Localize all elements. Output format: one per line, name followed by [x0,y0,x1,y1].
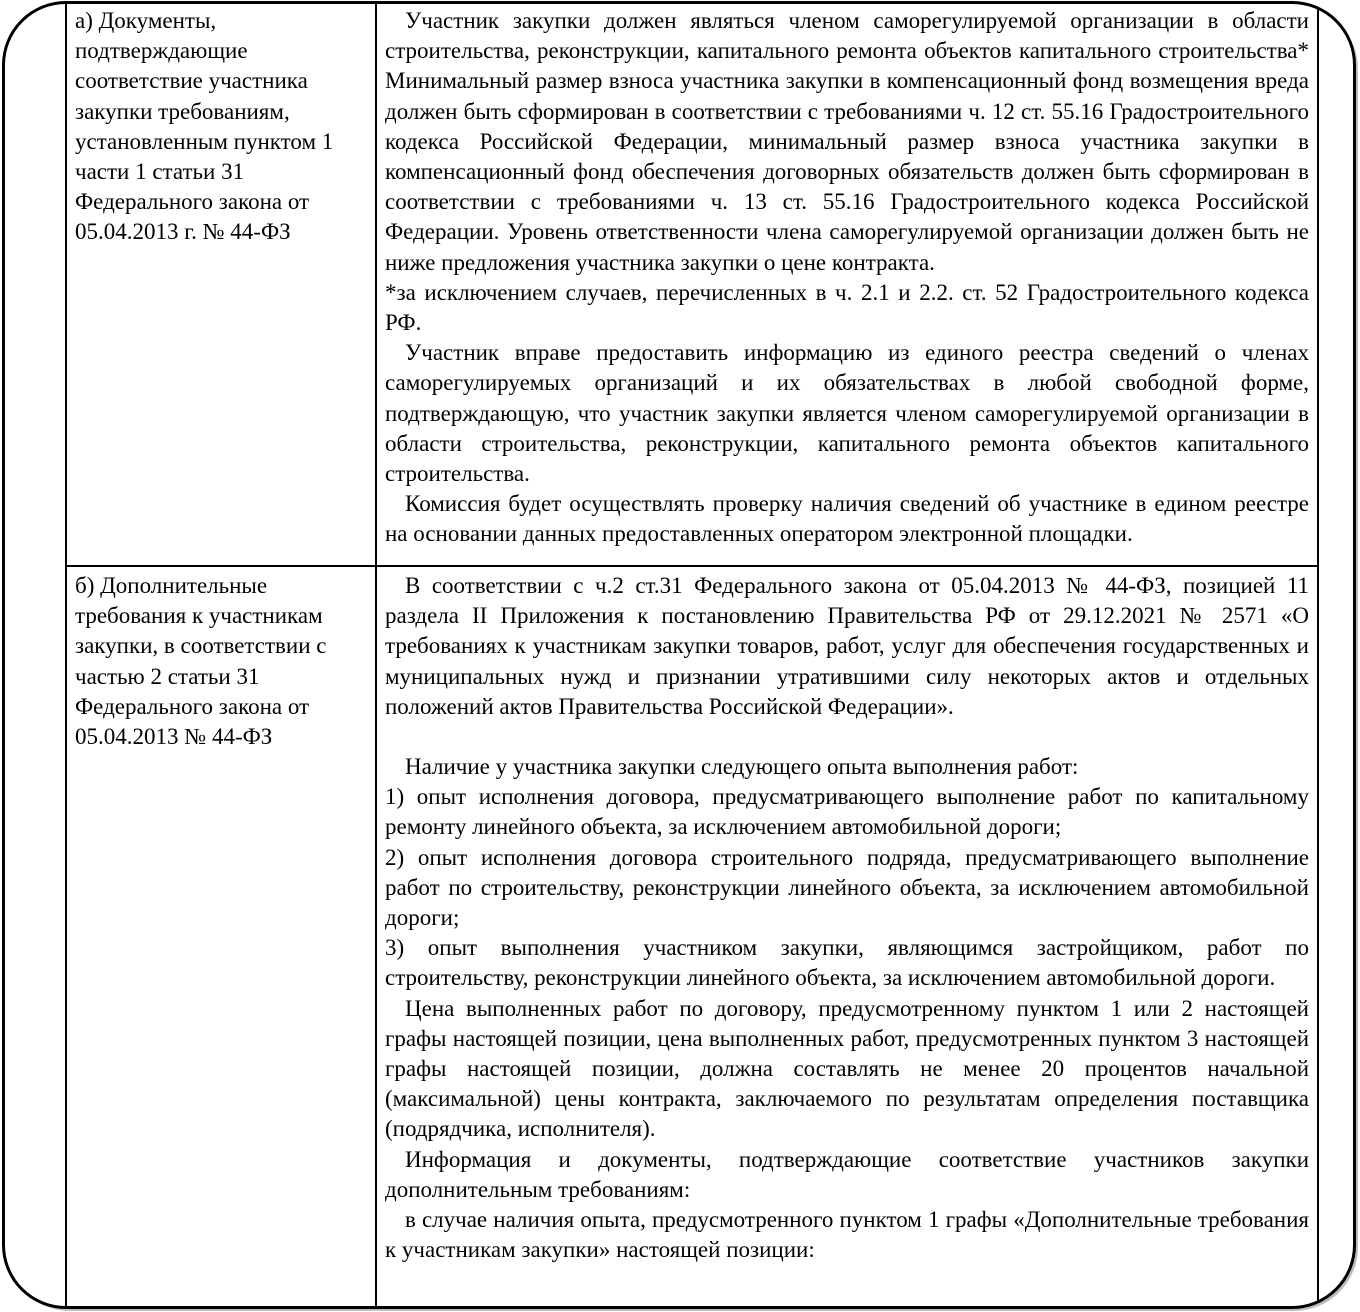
row-b-paragraph-2: Наличие у участника закупки следующего опыта выполнения работ: [405,754,1079,780]
row-b-label-cell [66,566,376,1309]
row-b-paragraph-8: в случае наличия опыта, предусмотренного пунктом 1 графы «Дополнительные требования к участникам закупки» настоящей позиции: [385,1207,1309,1263]
row-a-paragraph-1: Участник закупки должен являться членом саморегулируемой организации в области строительства, реконструкции, капитального ремонта объектов капитального строительства* Минимальный размер взноса участника закупки в компенсационный фонд возмещения вреда должен быть сформирован в соответствии с требованиями ч. 12 ст. 55.16 Градостроительного кодекса Российской Федерации, минимальный размер взноса участника закупки в компенсационный фонд обеспечения договорных обязательств должен быть сформирован в соответствии с требованиями ч. 13 ст. 55.16 Градостроительного кодекса Российской Федерации. Уровень ответственности члена саморегулируемой организации должен быть не ниже предложения участника закупки о цене контракта. [385,8,1309,275]
row-a-label-cell [66,1,376,566]
row-a-paragraph-3: Участник вправе предоставить информацию из единого реестра сведений о членах саморегулируемых организаций и их обязательствах в любой свободной форме, подтверждающую, что участник закупки является членом саморегулируемой организации в области строительства, реконструкции, капитального ремонта объектов капитального строительства. [385,340,1309,487]
row-a-paragraph-2: *за исключением случаев, перечисленных в ч. 2.1 и 2.2. ст. 52 Градостроительного кодекса РФ. [385,279,1309,336]
row-b-paragraph-1: В соответствии с ч.2 ст.31 Федерального закона от 05.04.2013 № 44-ФЗ, позицией 11 раздела II Приложения к постановлению Правительства РФ от 29.12.2021 № 2571 «О требованиях к участникам закупки товаров, работ, услуг для обеспечения государственных и муниципальных нужд и признании утратившими силу некоторых актов и отдельных положений актов Правительства Российской Федерации». [385,573,1309,719]
page-frame [2,1,1356,1309]
row-a-paragraph-4: Комиссия будет осуществлять проверку наличия сведений об участнике в едином реестре на основании данных предоставленных оператором электронной площадки. [385,491,1309,547]
row-b-paragraph-6: Цена выполненных работ по договору, предусмотренному пунктом 1 или 2 настоящей графы настоящей позиции, цена выполненных работ, предусмотренных пунктом 3 настоящей графы настоящей позиции, должна составлять не менее 20 процентов начальной (максимальной) цены контракта, заключаемого по результатам определения поставщика (подрядчика, исполнителя). [385,995,1309,1142]
row-a-label: а) Документы, подтверждающие соответствие участника закупки требованиям, установленным пунктом 1 части 1 статьи 31 Федерального закона от 05.04.2013 г. № 44-ФЗ [75,8,334,245]
row-b-label: б) Дополнительные требования к участникам закупки, в соответствии с частью 2 статьи 31 Федерального закона от 05.04.2013 № 44-ФЗ [75,573,327,750]
requirements-table [65,1,1319,1309]
row-b-content-cell [376,566,1318,1309]
table-row-a [66,1,1318,566]
row-b-paragraph-3: 1) опыт исполнения договора, предусматривающего выполнение работ по капитальному ремонту линейного объекта, за исключением автомобильной дороги; [385,784,1309,840]
row-b-paragraph-4: 2) опыт исполнения договора строительного подряда, предусматривающего выполнение работ по строительству, реконструкции линейного объекта, за исключением автомобильной дороги; [385,844,1309,931]
table-row-b [66,566,1318,1309]
row-a-content-cell [376,1,1318,566]
row-b-paragraph-7: Информация и документы, подтверждающие соответствие участников закупки дополнительным требованиям: [385,1146,1309,1202]
row-b-paragraph-5: 3) опыт выполнения участником закупки, являющимся застройщиком, работ по строительству, реконструкции линейного объекта, за исключением автомобильной дороги. [385,935,1309,991]
